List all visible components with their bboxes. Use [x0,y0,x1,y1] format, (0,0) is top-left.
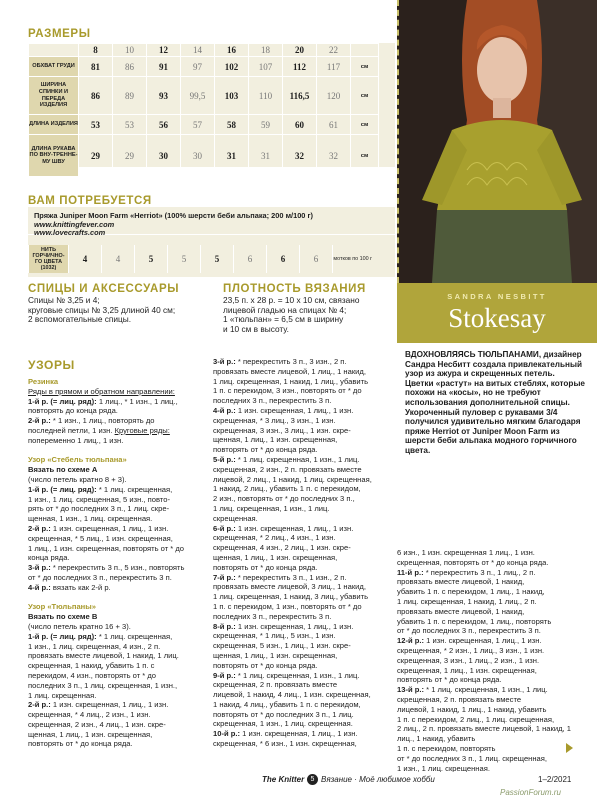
count-cell: 6 [234,245,267,273]
table-cell: 86 [113,57,147,77]
sizes-table [28,43,379,177]
model-illustration [397,0,597,283]
gauge-text: 23,5 п. х 28 р. = 10 х 10 см, связано лицевой гладью на спицах № 4; 1 «тюльпан» = 6,5 см в ширину и 10 см в высоту. [223,295,360,334]
count-cell: 5 [135,245,168,273]
watermark: PassionForum.ru [500,788,561,797]
issue-number: 1–2/2021 [538,775,572,784]
table-cell: 116,5 [283,77,317,115]
size-header: 12 [147,44,181,57]
gauge-heading: ПЛОТНОСТЬ ВЯЗАНИЯ [223,283,366,295]
yarn-info [28,211,395,238]
table-cell: 53 [79,115,113,135]
table-cell: 56 [147,115,181,135]
table-cell: 107 [249,57,283,77]
table-cell: 97 [181,57,215,77]
sizes-heading: РАЗМЕРЫ [28,28,91,40]
table-cell: 86 [79,77,113,115]
yarn-count-table [28,245,373,273]
table-cell: 112 [283,57,317,77]
count-unit: мотков по 100 г [333,245,373,273]
table-cell: 93 [147,77,181,115]
table-cell: 30 [181,135,215,177]
table-cell: 57 [181,115,215,135]
table-cell: 117 [317,57,351,77]
continue-arrow-icon [566,743,573,753]
table-cell: 60 [283,115,317,135]
unit-cell: см [351,115,379,135]
unit-cell: см [351,57,379,77]
table-cell: 103 [215,77,249,115]
patterns-heading: УЗОРЫ [28,358,75,372]
yarn-name: Пряжа Juniper Moon Farm «Herriot» (100% шерсти беби альпака; 200 м/100 г) [34,211,314,220]
table-cell: 102 [215,57,249,77]
table-cell: 30 [147,135,181,177]
byline-band [397,283,597,343]
table-cell: 29 [113,135,147,177]
table-cell: 59 [249,115,283,135]
size-header: 18 [249,44,283,57]
pattern-title: Stokesay [448,303,546,333]
site-link-1[interactable]: www.knittingfever.com [34,219,115,229]
size-header: 20 [283,44,317,57]
size-header: 16 [215,44,249,57]
count-cell: 5 [201,245,234,273]
table-cell: 32 [317,135,351,177]
count-cell: 4 [69,245,102,273]
count-cell: 4 [102,245,135,273]
table-cell: 61 [317,115,351,135]
count-cell: 5 [168,245,201,273]
table-cell: 58 [215,115,249,135]
count-cell: 6 [267,245,300,273]
color-label: НИТЬ ГОРЧИЧНО-ГО ЦВЕТА (1032) [29,245,69,273]
magazine-name: The Knitter [262,775,305,784]
size-header: 8 [79,44,113,57]
pattern-column-3: 6 изн., 1 изн. скрещенная 1 лиц., 1 изн. скрещенная, повторять от * до конца ряда. 11-й р.: * перекрестить 3 п., 1 лиц., 2 п. провязать вместе лицевой, 1 накид, убавить 1 п. с перекидом, 1 лиц., 1 накид, 1 лиц. скрещенная, 1 накид, 1 лиц., 2 п. провязать вместе лицевой, 1 накид, убавить 1 п. с перекидом, 1 лиц., повторять от * до последних 3 п., перекрестить 3 п. 12-й р.: 1 изн. скрещенная, 1 лиц., 1 изн. скрещенная, * 2 изн., 1 лиц., 3 изн., 1 изн. скрещенная, 3 изн., 1 лиц., 2 изн., 1 изн. скрещенная, 1 лиц., 1 изн. скрещенная, повторять от * до конца ряда. 13-й р.: * 1 лиц. скрещенная, 1 изн., 1 лиц. скрещенная, 2 п. провязать вместе лицевой, 1 накид, 1 лиц., 1 накид, убавить 1 п. с перекидом, 2 лиц., 1 лиц. скрещенная, 2 лиц., 2 п. провязать вместе лицевой, 1 накид, 1 лиц., 1 накид, убавить 1 п. с перекидом, повторять от * до последних 3 п., 1 лиц. скрещенная, 1 изн., 1 лиц. скрещенная. [397,548,571,772]
photo-divider [397,0,401,283]
size-header: 10 [113,44,147,57]
size-header: 22 [317,44,351,57]
table-cell: 89 [113,77,147,115]
site-link-2[interactable]: www.lovecrafts.com [34,228,106,238]
row-label: ШИРИНА СПИНКИ И ПЕРЕДА ИЗДЕЛИЯ [29,77,79,115]
materials-heading: ВАМ ПОТРЕБУЕТСЯ [28,195,152,207]
intro-text: ВДОХНОВЛЯЯСЬ ТЮЛЬПАНАМИ, дизайнер Сандра Несбитт создала привлекательный узор из ажура и скрещенных петель. Цветки «растут» на витых стеблях, которые похожи на «косы», но не требуют использования дополнительной спицы. Укороченный пуловер с рукавами 3/4 получился удивительно мягким благодаря пряже Herriot от Juniper Moon Farm из шерсти беби альпака модного горчичного цвета. [405,350,585,455]
table-cell: 31 [249,135,283,177]
table-cell: 99,5 [181,77,215,115]
table-cell: 110 [249,77,283,115]
unit-cell: см [351,77,379,115]
magazine-tagline: Вязание · Моё любимое хобби [321,775,435,784]
table-cell: 120 [317,77,351,115]
row-label: ДЛИНА ИЗДЕЛИЯ [29,115,79,135]
row-label: ОБХВАТ ГРУДИ [29,57,79,77]
count-cell: 6 [300,245,333,273]
pattern-column-2: 3-й р.: * перекрестить 3 п., 3 изн., 2 п. провязать вместе лицевой, 1 лиц., 1 накид, 1 лиц. скрещенная, 1 накид, 1 лиц., убавить 1 п. с перекидом, 3 изн., повторять от * до последних 3 п., перекрестить 3 п. 4-й р.: 1 изн. скрещенная, 1 лиц., 1 изн. скрещенная, * 3 лиц., 3 изн., 1 изн. скрещенная, 3 изн., 3 лиц., 1 изн. скре- щенная, 1 лиц., 1 изн. скрещенная, повторять от * до конца ряда. 5-й р.: * 1 лиц. скрещенная, 1 изн., 1 лиц. скрещенная, 2 изн., 2 п. провязать вместе лицевой, 2 лиц., 1 накид, 1 лиц. скрещенная, 1 накид, 2 лиц., убавить 1 п. с перекидом, 2 изн., повторять от * до последних 3 п., 1 лиц. скрещенная, 1 изн., 1 лиц. скрещенная. 6-й р.: 1 изн. скрещенная, 1 лиц., 1 изн. скрещенная, * 2 лиц., 4 изн., 1 изн. скрещенная, 4 изн., 2 лиц., 1 изн. скре- щенная, 1 лиц., 1 изн. скрещенная, повторять от * до конца ряда. 7-й р.: * перекрестить 3 п., 1 изн., 2 п. провязать вместе лицевой, 3 лиц., 1 накид, 1 лиц. скрещенная, 1 накид, 3 лиц., убавить 1 п. с перекидом, 1 изн., повторять от * до последних 3 п., перекрестить 3 п. 8-й р.: 1 изн. скрещенная, 1 лиц., 1 изн. скрещенная, * 1 лиц., 5 изн., 1 изн. скрещенная, 5 изн., 1 лиц., 1 изн. скре- щенная, 1 лиц., 1 изн. скрещенная, повторять от * до конца ряда. 9-й р.: * 1 лиц. скрещенная, 1 изн., 1 лиц. скрещенная, 2 п. провязать вместе лицевой, 1 накид, 4 лиц., 1 изн. скрещенная, 1 накид, 4 лиц., убавить 1 п. с перекидом, повторять от * до последних 3 п., 1 лиц. скрещенная, 1 изн., 1 лиц. скрещенная. 10-й р.: 1 изн. скрещенная, 1 лиц., 1 изн. скрещенная, * 6 изн., 1 изн. скрещенная, [213,357,372,749]
author-name: SANDRA NESBITT [447,292,547,301]
table-cell: 53 [113,115,147,135]
size-header: 14 [181,44,215,57]
table-cell: 29 [79,135,113,177]
needles-text: Спицы № 3,25 и 4; круговые спицы № 3,25 длиной 40 см; 2 вспомогательные спицы. [28,295,176,325]
table-cell: 31 [215,135,249,177]
needles-heading: СПИЦЫ И АКСЕССУАРЫ [28,283,180,295]
model-photo [397,0,597,283]
pattern-column-1: Резинка Ряды в прямом и обратном направлении: 1-й р. (= лиц. ряд): 1 лиц., * 1 изн., 1 лиц., повторять до конца ряда. 2-й р.: * 1 изн., 1 лиц., повторять до последней петли, 1 изн. Круговые ряды: попеременно 1 лиц., 1 изн. Узор «Стебель тюльпана» Вязать по схеме А (число петель кратно 8 + 3). 1-й р. (= лиц. ряд): * 1 лиц. скрещенная, 1 изн., 1 лиц. скрещенная, 5 изн., повто- рять от * до последних 3 п., 1 лиц. скре- щенная, 1 изн., 1 лиц. скрещенная. 2-й р.: 1 изн. скрещенная, 1 лиц., 1 изн. скрещенная, * 5 лиц., 1 изн. скрещенная, 1 лиц., 1 изн. скрещенная, повторять от * до конца ряда. 3-й р.: * перекрестить 3 п., 5 изн., повторять от * до последних 3 п., перекрестить 3 п. 4-й р.: вязать как 2-й р. Узор «Тюльпаны» Вязать по схеме В (число петель кратно 16 + 3). 1-й р. (= лиц. ряд): * 1 лиц. скрещенная, 1 изн., 1 лиц. скрещенная, 4 изн., 2 п. провязать вместе лицевой, 1 накид, 1 лиц. скрещенная, 1 накид, убавить 1 п. с перекидом, 4 изн., повторять от * до последних 3 п., 1 лиц. скрещенная, 1 изн., 1 лиц. скрещенная. 2-й р.: 1 изн. скрещенная, 1 лиц., 1 изн. скрещенная, * 4 лиц., 2 изн., 1 изн. скрещенная, 2 изн., 4 лиц., 1 изн. скре- щенная, 1 лиц., 1 изн. скрещенная, повторять от * до конца ряда. [28,377,185,749]
materials-box [28,207,395,277]
row-label: ДЛИНА РУКАВА ПО ВНУ-ТРЕННЕ-МУ ШВУ [29,135,79,177]
unit-cell: см [351,135,379,177]
page-number: 5 [307,774,318,785]
table-cell: 32 [283,135,317,177]
table-cell: 81 [79,57,113,77]
table-cell: 91 [147,57,181,77]
